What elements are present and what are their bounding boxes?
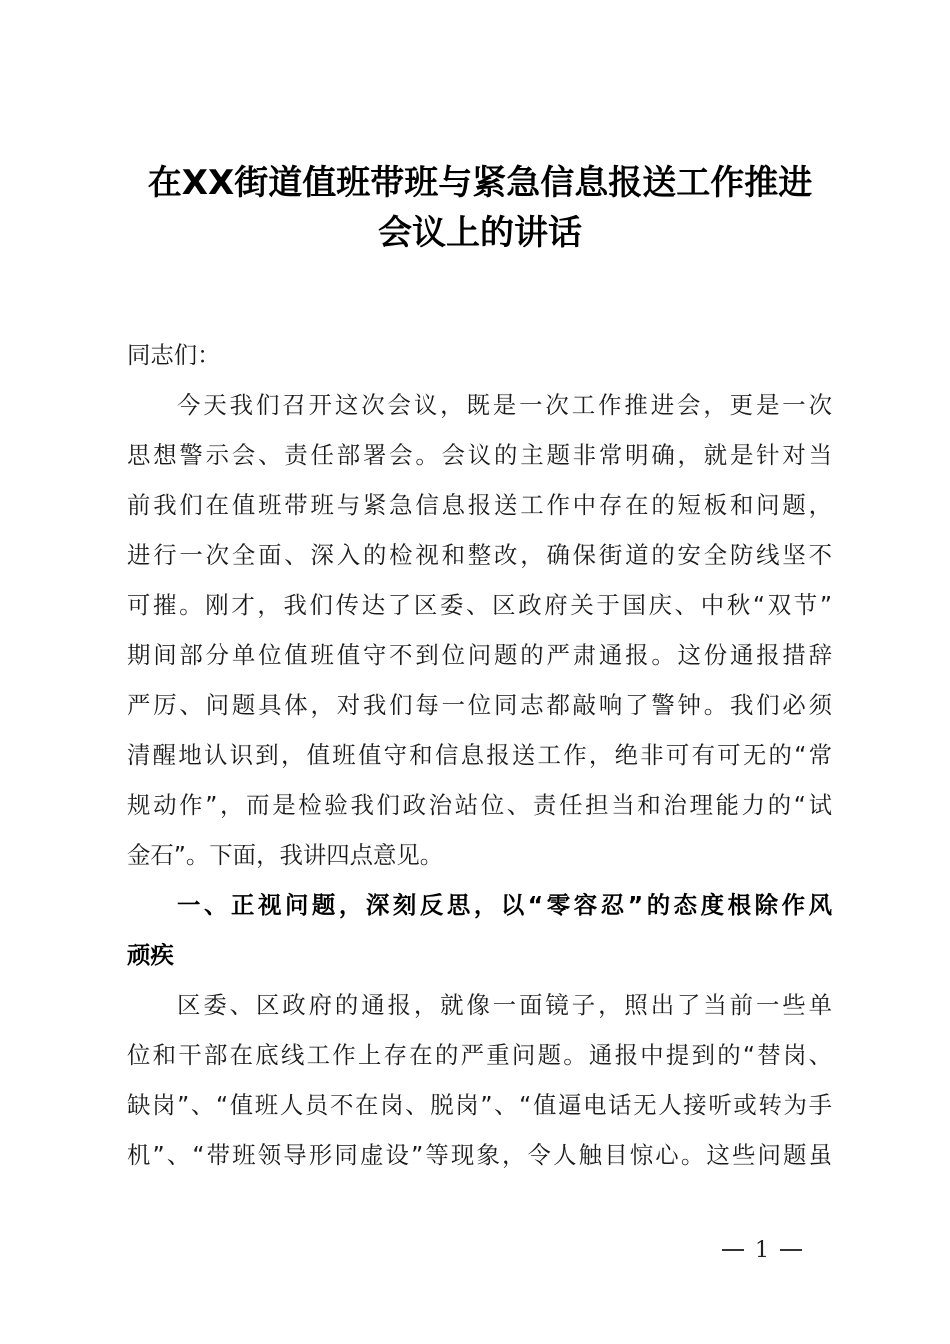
paragraph-line: 今天我们召开这次会议，既是一次工作推进会，更是一次 — [177, 391, 832, 419]
heading-line: 顽疾 — [127, 941, 174, 969]
paragraph-line: 区委、区政府的通报，就像一面镜子，照出了当前一些单 — [177, 991, 832, 1019]
paragraph-line: 缺岗”、“值班人员不在岗、脱岗”、“值逼电话无人接听或转为手 — [127, 1091, 832, 1119]
paragraph-line: 进行一次全面、深入的检视和整改，确保街道的安全防线坚不 — [127, 541, 832, 569]
paragraph-line: 位和干部在底线工作上存在的严重问题。通报中提到的“替岗、 — [127, 1041, 832, 1069]
dash-left-icon — [722, 1249, 744, 1251]
dash-right-icon — [780, 1249, 802, 1251]
heading-line: 一、正视问题，深刻反思，以“零容忍”的态度根除作风 — [177, 891, 832, 919]
paragraph-line: 机”、“带班领导形同虚设”等现象，令人触目惊心。这些问题虽 — [127, 1141, 832, 1169]
document-title — [120, 158, 840, 258]
document-body — [127, 330, 832, 1180]
section-heading-1 — [127, 880, 832, 980]
title-line-2: 会议上的讲话 — [378, 213, 582, 253]
paragraph-line: 思想警示会、责任部署会。会议的主题非常明确，就是针对当 — [127, 441, 832, 469]
page-number-value: 1 — [755, 1237, 769, 1263]
paragraph-line: 前我们在值班带班与紧急信息报送工作中存在的短板和问题， — [127, 491, 832, 519]
paragraph-line: 可摧。刚才，我们传达了区委、区政府关于国庆、中秋“双节” — [127, 591, 832, 619]
paragraph-line: 规动作”，而是检验我们政治站位、责任担当和治理能力的“试 — [127, 791, 832, 819]
page-number — [722, 1236, 802, 1264]
paragraph-line: 期间部分单位值班值守不到位问题的严肃通报。这份通报措辞 — [127, 641, 832, 669]
paragraph-line: 清醒地认识到，值班值守和信息报送工作，绝非可有可无的“常 — [127, 741, 832, 769]
paragraph-line: 严厉、问题具体，对我们每一位同志都敲响了警钟。我们必须 — [127, 691, 832, 719]
paragraph-line: 金石”。下面，我讲四点意见。 — [127, 841, 444, 869]
paragraph-section-1 — [127, 980, 832, 1180]
title-line-1: 在XX街道值班带班与紧急信息报送工作推进 — [147, 163, 813, 203]
salutation: 同志们： — [127, 341, 221, 369]
paragraph-opening — [127, 380, 832, 880]
